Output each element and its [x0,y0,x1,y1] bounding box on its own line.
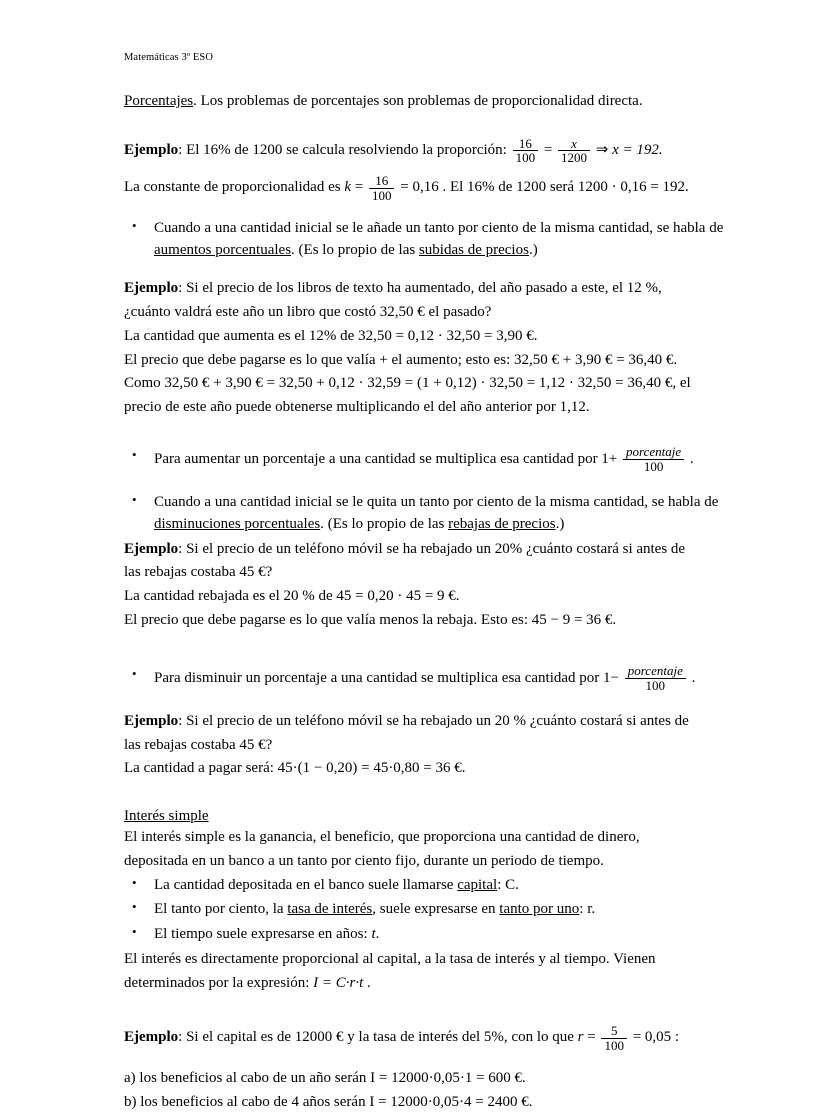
section-title-interes-simple: Interés simple [124,808,209,825]
example5-item-a: a) los beneficios al cabo de un año serán I = 12000·0,05·1 = 600 €. [124,1069,526,1086]
bullet-text-a: Cuando a una cantidad inicial se le añade un tanto por ciento de la misma cantidad, se habla de [154,219,724,236]
fraction-16-100-b [369,174,395,202]
bullet-underline-disminuciones: disminuciones porcentuales [154,515,321,532]
example2-line4: El precio que debe pagarse es lo que valía + el aumento; esto es: 32,50 € + 3,90 € = 36,40 €. [124,351,678,368]
equals-sign: = [354,179,364,196]
intro-paragraph [124,91,732,113]
example2-line3: La cantidad que aumenta es el 12% de 32,50 = 0,12 · 32,50 = 3,90 €. [124,327,538,344]
example2-line5: Como 32,50 € + 3,90 € = 32,50 + 0,12 · 32,59 = (1 + 0,12) · 32,50 = 1,12 · 32,50 = 36,40 €, el [124,375,691,392]
bullet-underline-aumentos: aumentos porcentuales [154,241,292,258]
fraction-numerator: porcentaje [626,444,682,460]
fraction-numerator: 16 [518,135,532,151]
page-header: Matemáticas 3º ESO [124,52,214,63]
bullet-underline-tasa: tasa de interés [287,901,373,918]
intro-term: Porcentajes [124,93,194,109]
equals-sign: = [587,1029,596,1046]
example1-result: x = 192. [612,141,663,158]
bullet-disminuciones [124,492,732,536]
example1-lead: : El 16% de 1200 se calcula resolviendo la proporción: [178,141,507,158]
bullet-underline-subidas: subidas de precios [418,241,529,258]
fraction-porcentaje-100 [623,445,684,473]
bullet-capital [124,875,732,897]
example1-line1 [124,135,732,167]
example3-line1 [124,539,732,561]
fraction-denominator: 1200 [558,150,590,165]
interes-line4-suffix: . [367,974,371,991]
fraction-numerator: porcentaje [627,663,683,679]
bullet3-text-b: . (Es lo propio de las [320,515,449,532]
example2-label: Ejemplo [124,280,179,297]
example2-line2: ¿cuánto valdrá este año un libro que costó 32,50 € el pasado? [124,304,492,320]
example1-line2-suffix: = 0,16 . El 16% de 1200 será 1200 · 0,16 = 192. [400,179,689,196]
equals-sign: = [543,141,553,158]
bullet-underline-tanto-por-uno: tanto por uno [499,901,580,918]
example1-label: Ejemplo [124,141,179,158]
example5-label: Ejemplo [124,1029,179,1046]
fraction-numerator: 5 [610,1023,618,1039]
bullet3-text-a: Cuando a una cantidad inicial se le quita un tanto por ciento de la misma cantidad, se habla de [154,494,719,511]
example2-l1: : Si el precio de los libros de texto ha aumentado, del año pasado a este, el 12 %, [178,280,662,297]
interes-line4 [124,973,732,995]
example3-line2: las rebajas costaba 45 €? [124,564,273,581]
fraction-denominator: 100 [513,150,539,165]
interes-line2: depositada en un banco a un tanto por ciento fijo, durante un periodo de tiempo. [124,852,604,869]
fraction-porcentaje-100-b [625,664,686,692]
bullet4-text: Para disminuir un porcentaje a una cantidad se multiplica esa cantidad por 1− [154,669,619,686]
fraction-denominator: 100 [601,1038,627,1053]
bullet4-tail: . [691,669,696,686]
example4-l1: : Si el precio de un teléfono móvil se ha rebajado un 20 % ¿cuánto costará si antes de [178,712,689,729]
example1-line2 [124,172,732,204]
bullet-text-b: . (Es lo propio de las [291,241,419,258]
bullet-capital-text-a: La cantidad depositada en el banco suele llamarse [154,876,458,893]
example5-line1 [124,1022,732,1054]
fraction-numerator: x [571,135,577,151]
example1-line2-prefix: La constante de proporcionalidad es [124,179,341,196]
fraction-denominator: 100 [625,678,686,693]
example5-lead: : Si el capital es de 12000 € y la tasa de interés del 5%, con lo que [178,1029,578,1046]
fraction-x-1200 [558,137,590,165]
bullet-tasa-text-a: El tanto por ciento, la [154,901,288,918]
bullet3-text-c: .) [555,515,565,532]
bullet-underline-capital: capital [457,876,498,893]
bullet-disminuir-formula [124,663,732,694]
bullet-tasa-interes [124,899,732,921]
fraction-denominator: 100 [623,459,684,474]
bullet-tasa-text-b: , suele expresarse en [372,901,500,918]
fraction-16-100 [513,137,539,165]
interes-line4-prefix: determinados por la expresión: [124,974,314,991]
formula-interes: I = C·r·t [313,974,368,991]
example3-line3: La cantidad rebajada es el 20 % de 45 = 0,20 · 45 = 9 €. [124,588,460,605]
implies-arrow: ⇒ [595,141,609,158]
example4-label: Ejemplo [124,712,179,729]
example2-line6: precio de este año puede obtenerse multiplicando el del año anterior por 1,12. [124,399,590,415]
fraction-numerator: 16 [375,173,389,189]
interes-line1: El interés simple es la ganancia, el beneficio, que proporciona una cantidad de dinero, [124,829,640,846]
bullet-aumentar-formula [124,444,732,475]
example4-line2: las rebajas costaba 45 €? [124,736,273,753]
variable-r: r [577,1029,584,1046]
bullet-capital-text-b: : C. [497,876,519,893]
fraction-denominator: 100 [369,188,395,203]
bullet-aumentos [124,218,732,262]
example2-line1 [124,278,732,300]
bullet-underline-rebajas: rebajas de precios [448,515,556,532]
example5-item-b: b) los beneficios al cabo de 4 años serán I = 12000·0,05·4 = 2400 €. [124,1093,533,1110]
intro-text: . Los problemas de porcentajes son problemas de proporcionalidad directa. [193,93,643,109]
variable-t: t [371,926,376,943]
bullet-tiempo-text-b: . [375,926,380,943]
interes-line3: El interés es directamente proporcional al capital, a la tasa de interés y al tiempo. Vienen [124,950,656,967]
bullet2-text: Para aumentar un porcentaje a una cantidad se multiplica esa cantidad por 1+ [154,450,618,467]
example4-line3: La cantidad a pagar será: 45·(1 − 0,20) = 45·0,80 = 36 €. [124,760,466,777]
bullet-tiempo-text-a: El tiempo suele expresarse en años: [154,926,372,943]
bullet-tiempo [124,924,732,946]
bullet-text-c: .) [528,241,538,258]
example3-label: Ejemplo [124,540,179,557]
example4-line1 [124,711,732,733]
example3-line4: El precio que debe pagarse es lo que valía menos la rebaja. Esto es: 45 − 9 = 36 €. [124,611,617,628]
bullet2-tail: . [689,450,694,467]
example5-tail: = 0,05 : [632,1029,680,1046]
example3-l1: : Si el precio de un teléfono móvil se ha rebajado un 20% ¿cuánto costará si antes de [178,540,686,557]
constant-k: k [344,179,352,196]
bullet-tasa-text-c: : r. [579,901,596,918]
fraction-5-100 [601,1024,627,1052]
